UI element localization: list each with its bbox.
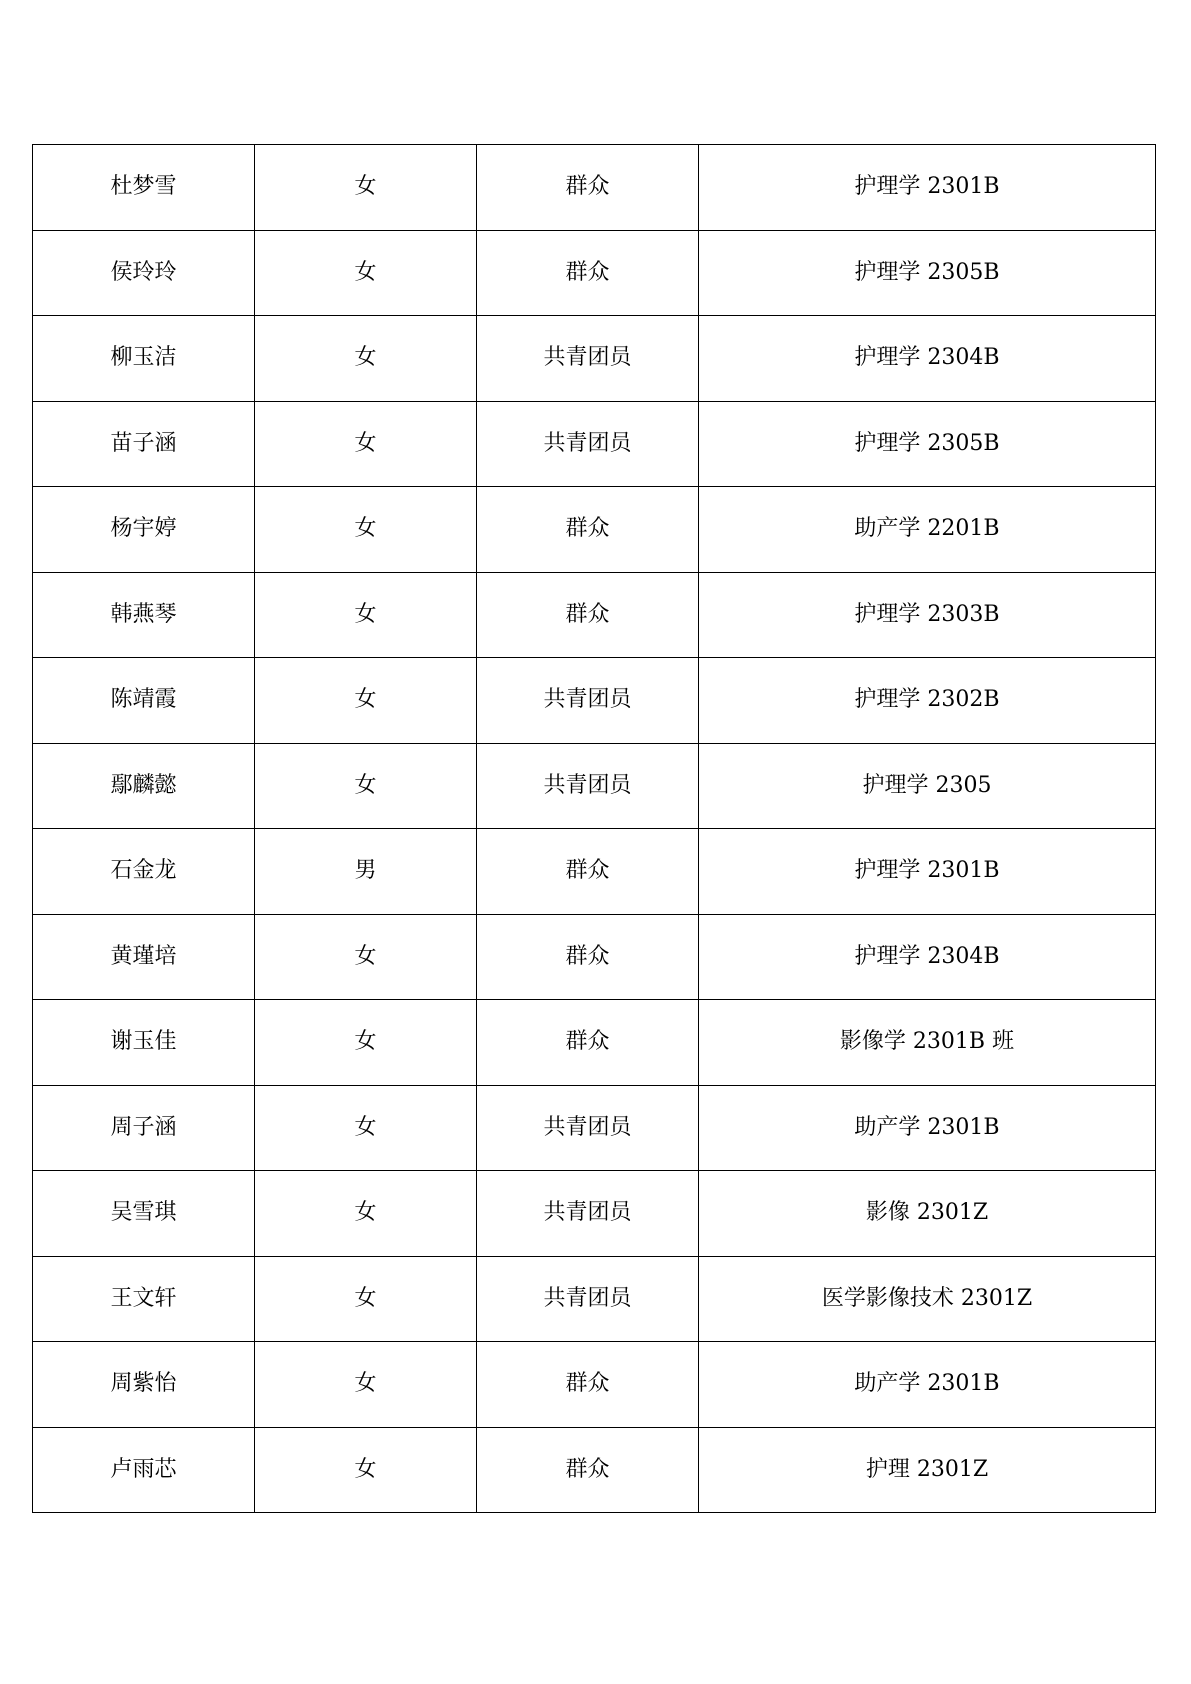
gender-cell: 女 [255, 401, 477, 487]
political-status-cell: 群众 [477, 1000, 699, 1086]
class-cell: 护理学 2303B [699, 572, 1156, 658]
name-cell: 谢玉佳 [33, 1000, 255, 1086]
student-roster-table [32, 144, 1156, 1513]
class-cell: 护理学 2301B [699, 829, 1156, 915]
gender-cell: 女 [255, 914, 477, 1000]
class-cell: 护理学 2301B [699, 145, 1156, 231]
table-row [33, 230, 1156, 316]
table-row [33, 658, 1156, 744]
table-row [33, 1000, 1156, 1086]
political-status-cell: 共青团员 [477, 1085, 699, 1171]
table-row [33, 1256, 1156, 1342]
class-cell: 医学影像技术 2301Z [699, 1256, 1156, 1342]
political-status-cell: 群众 [477, 1427, 699, 1513]
name-cell: 柳玉洁 [33, 316, 255, 402]
class-cell: 助产学 2201B [699, 487, 1156, 573]
name-cell: 卢雨芯 [33, 1427, 255, 1513]
name-cell: 周子涵 [33, 1085, 255, 1171]
name-cell: 杜梦雪 [33, 145, 255, 231]
name-cell: 鄢麟懿 [33, 743, 255, 829]
gender-cell: 女 [255, 1342, 477, 1428]
class-cell: 助产学 2301B [699, 1085, 1156, 1171]
class-cell: 助产学 2301B [699, 1342, 1156, 1428]
class-cell: 护理学 2304B [699, 316, 1156, 402]
class-cell: 影像 2301Z [699, 1171, 1156, 1257]
political-status-cell: 群众 [477, 1342, 699, 1428]
political-status-cell: 群众 [477, 914, 699, 1000]
gender-cell: 女 [255, 1256, 477, 1342]
gender-cell: 女 [255, 1427, 477, 1513]
table-row [33, 1342, 1156, 1428]
name-cell: 周紫怡 [33, 1342, 255, 1428]
gender-cell: 女 [255, 1085, 477, 1171]
table-row [33, 572, 1156, 658]
gender-cell: 男 [255, 829, 477, 915]
roster-body [33, 145, 1156, 1513]
table-row [33, 914, 1156, 1000]
table-row [33, 145, 1156, 231]
gender-cell: 女 [255, 658, 477, 744]
gender-cell: 女 [255, 572, 477, 658]
name-cell: 侯玲玲 [33, 230, 255, 316]
gender-cell: 女 [255, 487, 477, 573]
political-status-cell: 群众 [477, 487, 699, 573]
class-cell: 护理学 2302B [699, 658, 1156, 744]
name-cell: 杨宇婷 [33, 487, 255, 573]
name-cell: 陈靖霞 [33, 658, 255, 744]
table-row [33, 743, 1156, 829]
table-row [33, 1171, 1156, 1257]
class-cell: 影像学 2301B 班 [699, 1000, 1156, 1086]
table-row [33, 829, 1156, 915]
name-cell: 韩燕琴 [33, 572, 255, 658]
political-status-cell: 共青团员 [477, 316, 699, 402]
political-status-cell: 群众 [477, 230, 699, 316]
name-cell: 王文轩 [33, 1256, 255, 1342]
class-cell: 护理学 2305B [699, 401, 1156, 487]
gender-cell: 女 [255, 743, 477, 829]
class-cell: 护理学 2305 [699, 743, 1156, 829]
gender-cell: 女 [255, 316, 477, 402]
political-status-cell: 共青团员 [477, 1171, 699, 1257]
table-row [33, 316, 1156, 402]
gender-cell: 女 [255, 1171, 477, 1257]
table-row [33, 1085, 1156, 1171]
class-cell: 护理学 2304B [699, 914, 1156, 1000]
political-status-cell: 群众 [477, 829, 699, 915]
political-status-cell: 共青团员 [477, 743, 699, 829]
gender-cell: 女 [255, 145, 477, 231]
political-status-cell: 共青团员 [477, 658, 699, 744]
political-status-cell: 群众 [477, 145, 699, 231]
table-row [33, 401, 1156, 487]
political-status-cell: 共青团员 [477, 1256, 699, 1342]
political-status-cell: 群众 [477, 572, 699, 658]
gender-cell: 女 [255, 1000, 477, 1086]
political-status-cell: 共青团员 [477, 401, 699, 487]
gender-cell: 女 [255, 230, 477, 316]
name-cell: 吴雪琪 [33, 1171, 255, 1257]
class-cell: 护理 2301Z [699, 1427, 1156, 1513]
table-row [33, 1427, 1156, 1513]
table-row [33, 487, 1156, 573]
name-cell: 苗子涵 [33, 401, 255, 487]
class-cell: 护理学 2305B [699, 230, 1156, 316]
name-cell: 石金龙 [33, 829, 255, 915]
name-cell: 黄瑾培 [33, 914, 255, 1000]
